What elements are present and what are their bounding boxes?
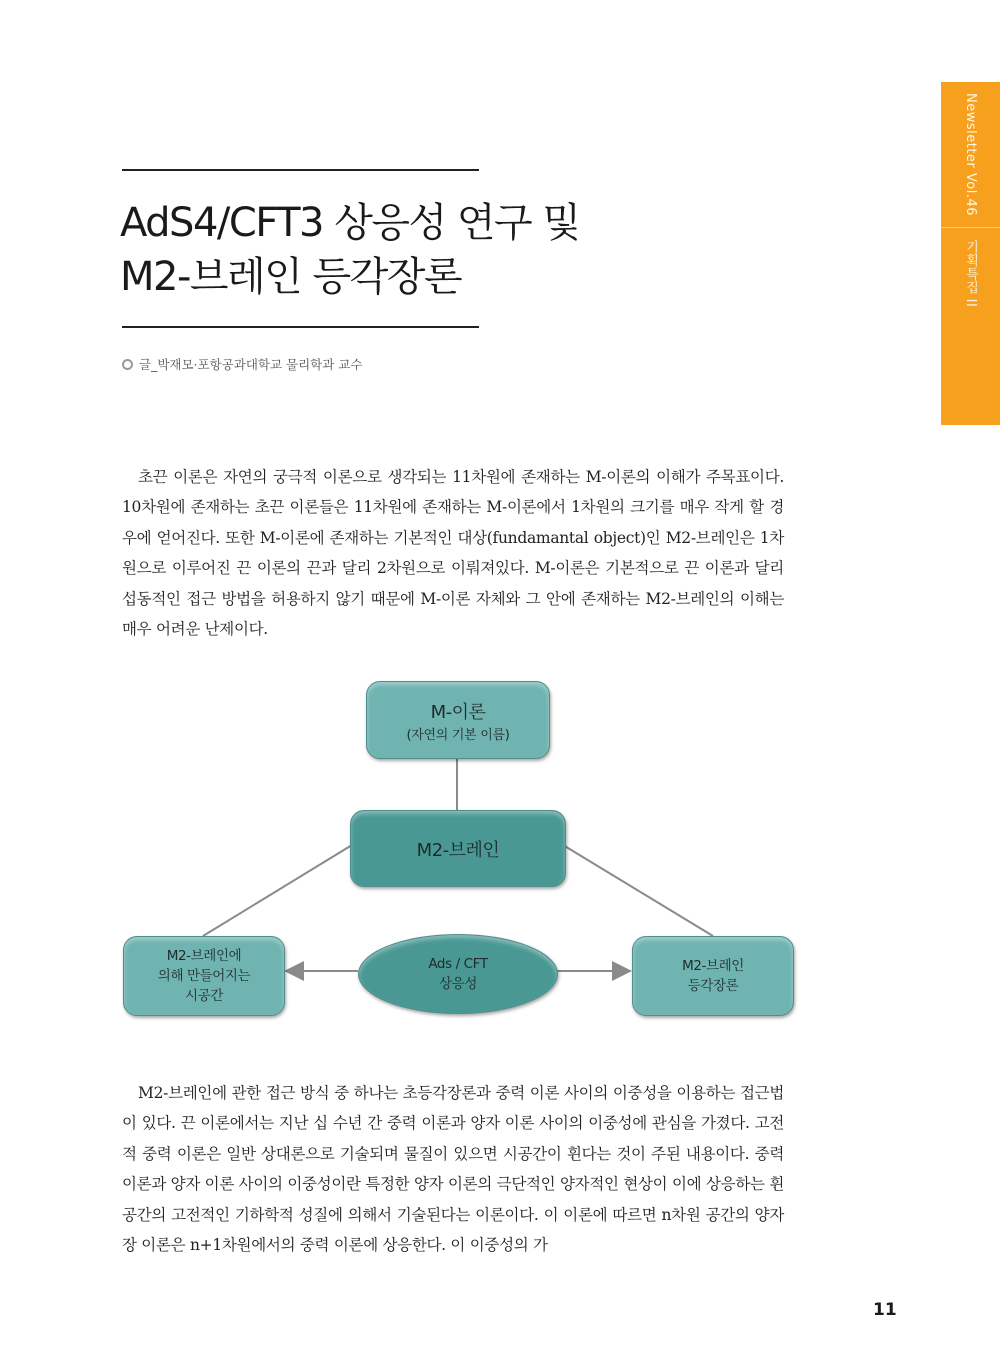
body-paragraph-1: 초끈 이론은 자연의 궁극적 이론으로 생각되는 11차원에 존재하는 M-이론의 이해가 주목표이다. 10차원에 존재하는 초끈 이론들은 11차원에 존재하는 M-이론에서 1차원의 크기를 매우 작게 할 경우에 얻어진다. 또한 M-이론에 존재하는 기본적인 대상(fundamantal object)인 M2-브레인은 1차원으로 이루어진 끈 이론의 끈과 달리 2차원으로 이뤄져있다. M-이론은 기본적으로 끈 이론과 달리 섭동적인 접근 방법을 허용하지 않기 때문에 M-이론 자체와 그 안에 존재하는 M2-브레인의 이해는 매우 어려운 난제이다. <box>122 468 784 639</box>
node-spacetime-line-1: M2-브레인에 <box>166 948 242 964</box>
body-paragraph-2: M2-브레인에 관한 접근 방식 중 하나는 초등각장론과 중력 이론 사이의 이중성을 이용하는 접근법이 있다. 끈 이론에서는 지난 십 수년 간 중력 이론과 양자 이론 사이의 이중성에 관심을 가졌다. 고전적 중력 이론은 일반 상대론으로 기술되며 물질이 있으면 시공간이 휜다는 것이 주된 내용이다. 중력 이론과 양자 이론 사이의 이중성이란 특정한 양자 이론의 극단적인 양자적인 현상이 이에 상응하는 휜 공간의 고전적인 기하학적 성질에 의해서 기술된다는 이론이다. 이 이론에 따르면 n차원 공간의 양자장 이론은 n+1차원에서의 중력 이론에 상응한다. 이 이중성의 가 <box>122 1084 784 1255</box>
author-text: 글_박재모·포항공과대학교 물리학과 교수 <box>139 357 363 372</box>
connector-m2-conformal <box>563 845 713 936</box>
node-m-theory-title: M-이론 <box>430 701 486 723</box>
node-spacetime <box>123 936 285 1016</box>
article-title <box>120 196 720 304</box>
bullet-circle-icon <box>122 359 133 370</box>
newsletter-volume-tab <box>941 82 1000 228</box>
node-ads-cft-line-2: 상응성 <box>439 976 477 992</box>
connector-m2-spacetime <box>203 845 352 936</box>
byline <box>122 355 362 373</box>
title-line-2: M2-브레인 등각장론 <box>120 254 462 300</box>
section-side-tab <box>941 82 1000 425</box>
node-conformal-line-2: 등각장론 <box>687 978 739 994</box>
node-ads-cft <box>358 934 558 1014</box>
title-bottom-rule <box>122 326 479 328</box>
title-top-rule <box>122 169 479 171</box>
page-number: 11 <box>873 1300 897 1320</box>
title-line-1: AdS4/CFT3 상응성 연구 및 <box>120 200 580 246</box>
section-label: 기획특집 II <box>963 240 978 308</box>
node-m-theory-subtitle: (자연의 기본 이름) <box>406 727 510 743</box>
m-theory-diagram <box>118 675 798 1020</box>
node-spacetime-line-2: 의해 만들어지는 <box>157 968 251 984</box>
node-conformal-field-theory <box>632 936 794 1016</box>
node-spacetime-line-3: 시공간 <box>185 988 223 1004</box>
section-tab <box>941 228 1000 330</box>
node-m2-brane <box>350 810 566 887</box>
node-ads-cft-line-1: Ads / CFT <box>428 956 488 972</box>
node-conformal-line-1: M2-브레인 <box>682 958 744 974</box>
node-m-theory <box>366 681 550 759</box>
newsletter-volume-label: Newsletter Vol.46 <box>963 92 978 217</box>
node-m2-brane-title: M2-브레인 <box>416 839 500 861</box>
